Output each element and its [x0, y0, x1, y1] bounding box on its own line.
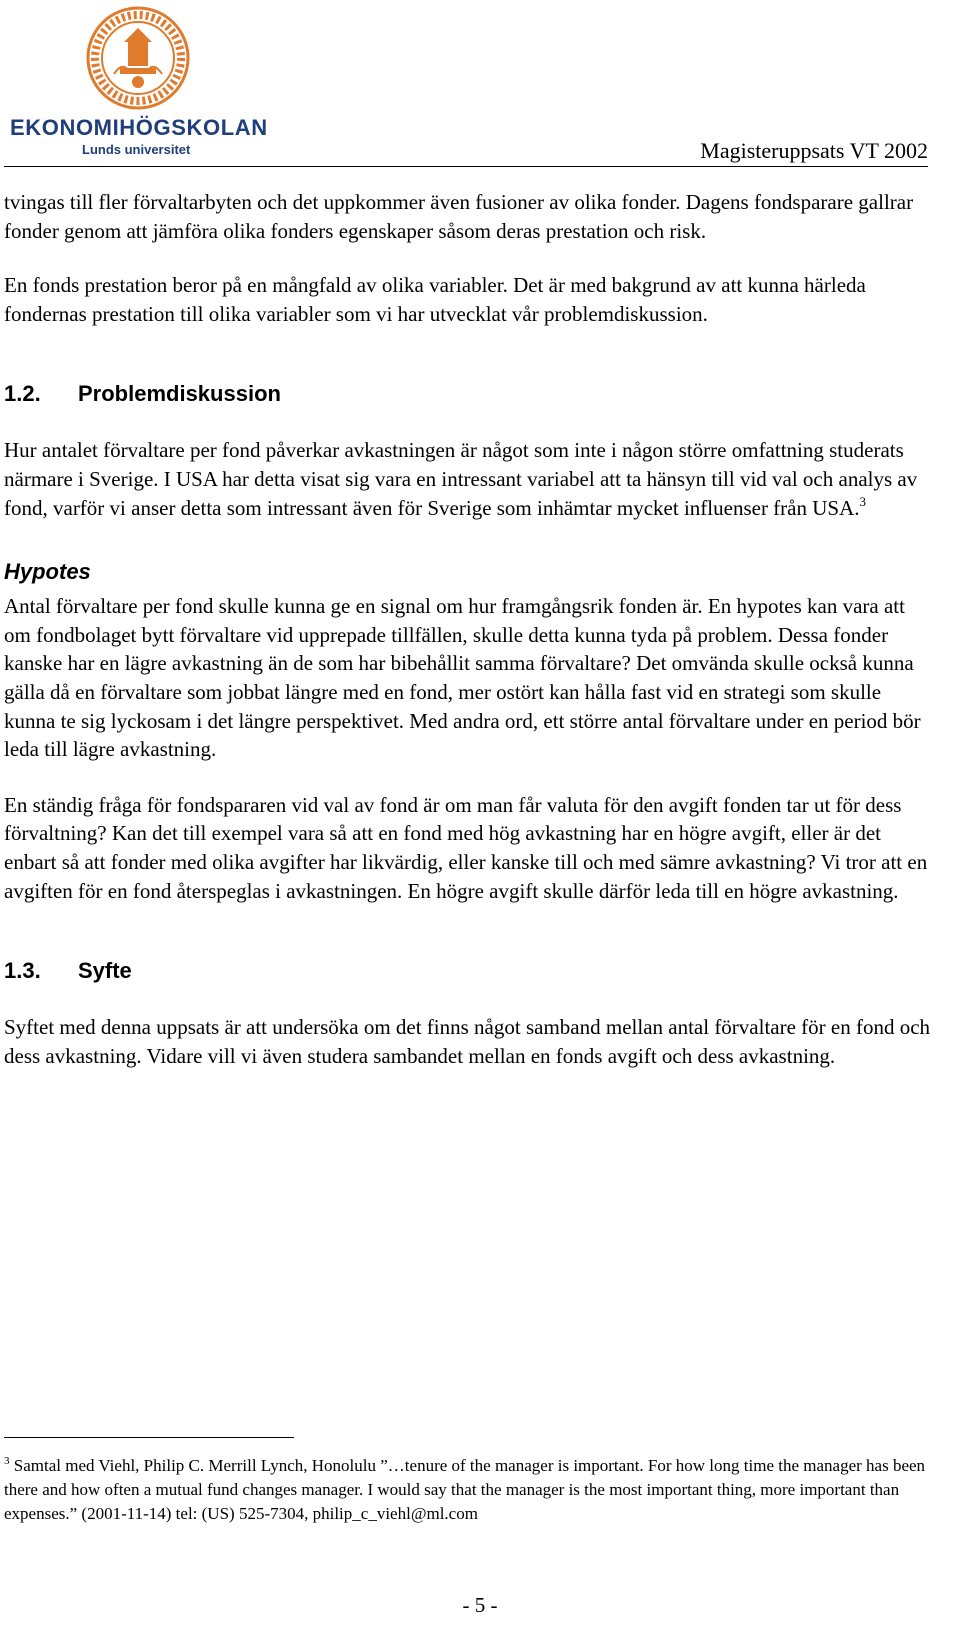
section-number: 1.2. — [4, 381, 41, 407]
section-title: Problemdiskussion — [78, 381, 281, 407]
footnote-rule — [4, 1437, 294, 1438]
paragraph-5: En ständig fråga för fondspararen vid val av fond är om man får valuta för den avgift fonden tar ut för dess förvaltning? Kan det till exempel vara så att en fond med hög avkastning har en högre avgift, eller är det enbart så att fonder med olika avgifter har likvärdig, eller kanske till och med sämre avkastning? Vi tror att en avgiften för en fond återspeglas i avkastningen. En högre avgift skulle därför leda till en högre avkastning. — [4, 792, 928, 903]
page-body — [4, 188, 932, 1070]
logo-name: EKONOMIHÖGSKOLAN — [10, 115, 268, 140]
paragraph-3-text: Hur antalet förvaltare per fond påverkar avkastningen är något som inte i någon större omfattning studerats närmare i Sverige. I USA har detta visat sig vara en intressant variabel att ta hänsyn till vid val och analys av fond, varför vi anser detta som intressant även för Sverige som inhämtar mycket influenser från USA. — [4, 438, 918, 520]
hypotes-heading: Hypotes — [4, 559, 91, 585]
footnote — [4, 1454, 932, 1525]
footnote-text: Samtal med Viehl, Philip C. Merrill Lynch, Honolulu ”…tenure of the manager is important. For how long time the manager has been there and how often a mutual fund changes manager. I would say that the manager is the most important thing, more important than expenses.” (2001-11-14) tel: (US) 525-7304, philip_c_viehl@ml.com — [4, 1456, 926, 1523]
section-number: 1.3. — [4, 958, 41, 984]
header-rule — [4, 166, 928, 167]
paragraph-6: Syftet med denna uppsats är att undersöka om det finns något samband mellan antal förvaltare för en fond och dess avkastning. Vidare vill vi även studera sambandet mellan en fonds avgift och dess avkastning. — [4, 1015, 931, 1068]
paragraph-1: tvingas till fler förvaltarbyten och det uppkommer även fusioner av olika fonder. Dagens fondsparare gallrar fonder genom att jämföra olika fonders egenskaper såsom deras prestation och risk. — [4, 190, 914, 243]
section-heading-1-3 — [4, 957, 932, 985]
footnote-marker: 3 — [4, 1455, 10, 1467]
section-heading-1-2 — [4, 380, 932, 408]
section-title: Syfte — [78, 958, 132, 984]
footnote-reference[interactable]: 3 — [859, 493, 867, 509]
paragraph-4: Antal förvaltare per fond skulle kunna ge en signal om hur framgångsrik fonden är. En hypotes kan vara att om fondbolaget bytt förvaltare vid upprepade tillfällen, skulle detta kunna tyda på problem. Dessa fonder kanske har en lägre avkastning än de som har bibehållit samma förvaltare? Det omvända skulle också kunna gälla då en förvaltare som jobbat längre med en fond, mer ostört kan hålla fast vid en strategi som skulle kunna te sig lyckosam i det längre perspektivet. Med andra ord, ett större antal förvaltare under en period bör leda till lägre avkastning. — [4, 594, 921, 762]
seal-icon — [84, 4, 192, 112]
logo-subtitle: Lunds universitet — [82, 142, 191, 157]
paragraph-2: En fonds prestation beror på en mångfald av olika variabler. Det är med bakgrund av att kunna härleda fondernas prestation till olika variabler som vi har utvecklat vår problemdiskussion. — [4, 273, 866, 326]
running-title: Magisteruppsats VT 2002 — [700, 138, 928, 163]
page-number: - 5 - — [462, 1593, 498, 1617]
paragraph-3 — [4, 436, 932, 522]
university-logo — [6, 4, 268, 156]
